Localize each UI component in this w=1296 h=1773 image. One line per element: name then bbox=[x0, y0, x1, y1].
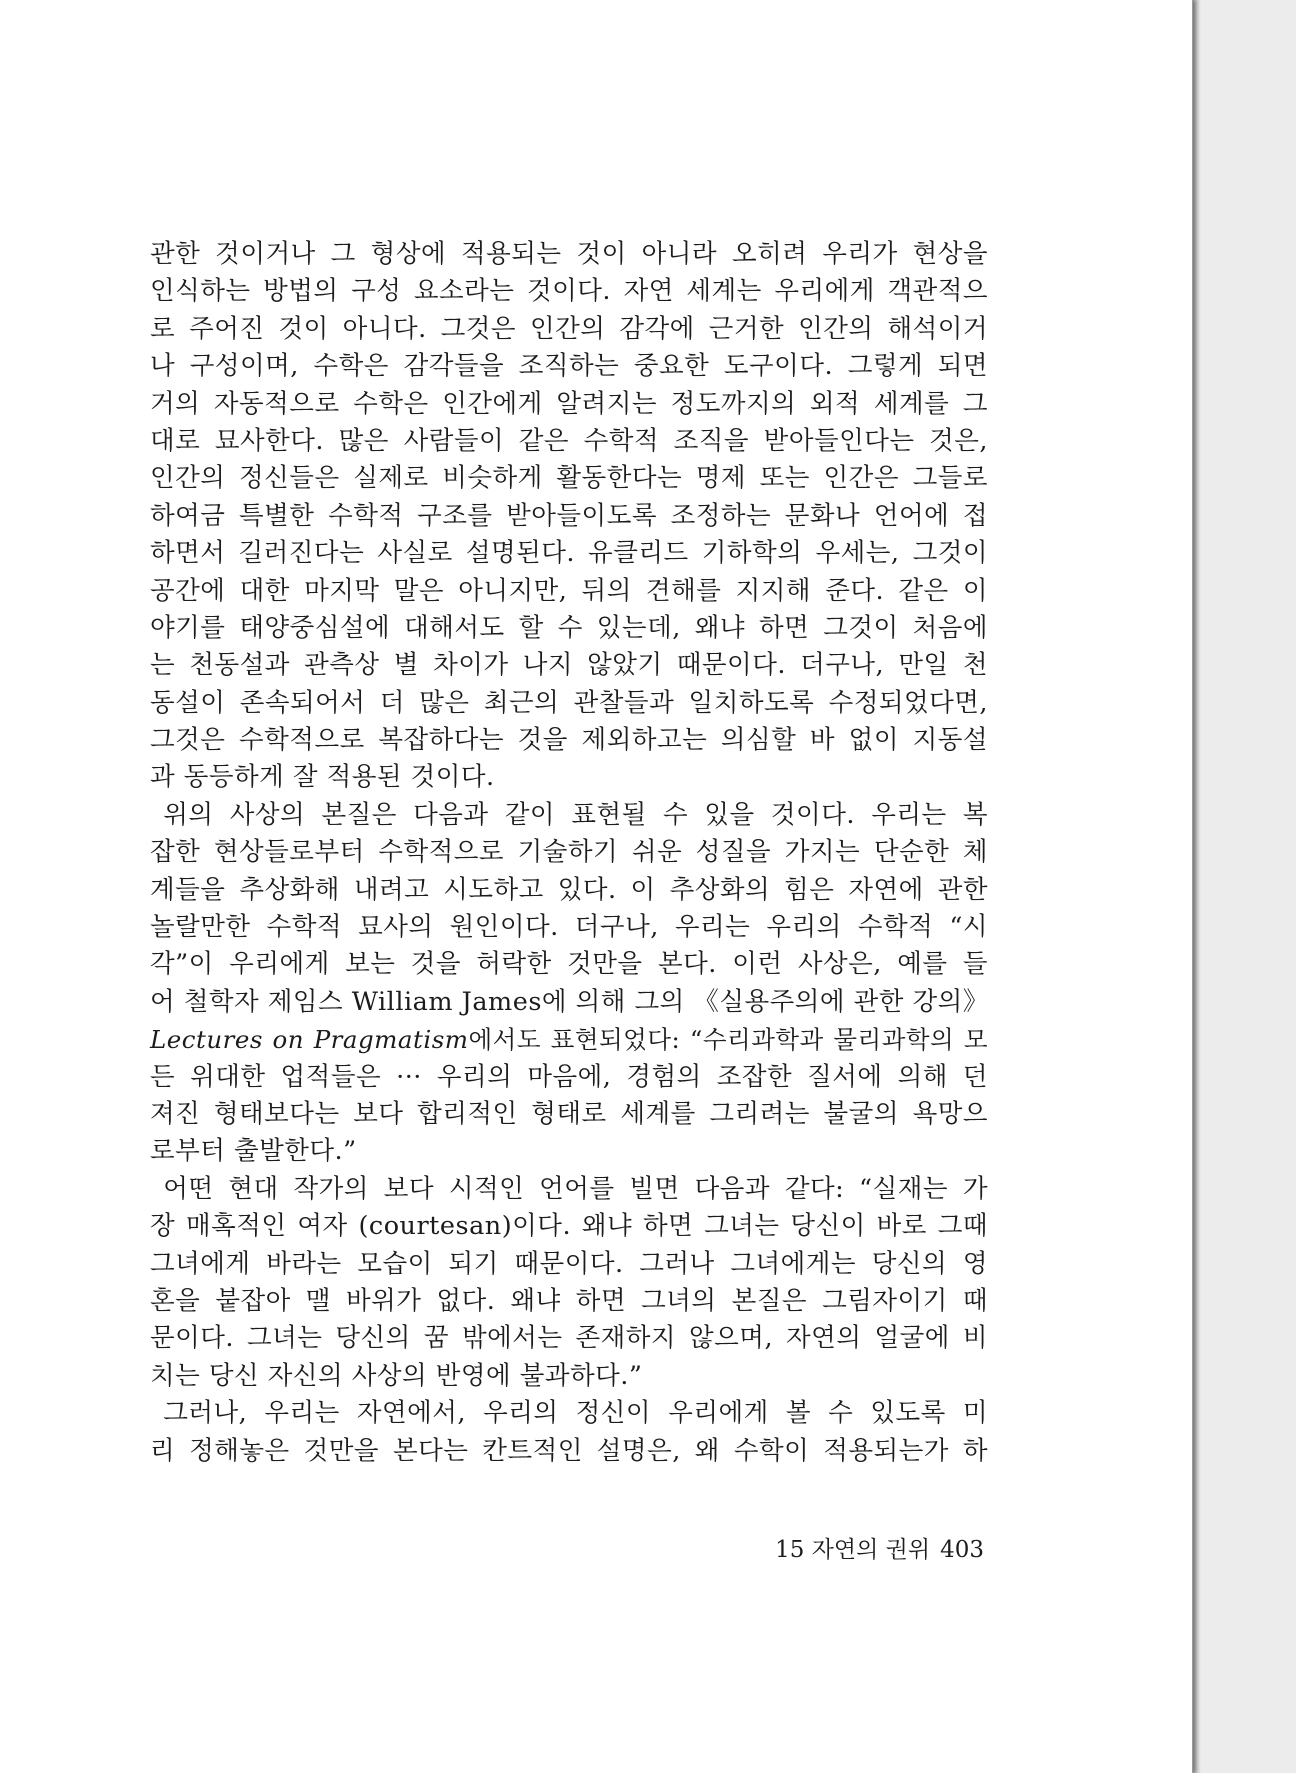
text-line: 놀랄만한 수학적 묘사의 원인이다. 더구나, 우리는 우리의 수학적 “시 bbox=[150, 912, 988, 943]
text-line: 로 주어진 것이 아니다. 그것은 인간의 감각에 근거한 인간의 해석이거 bbox=[150, 313, 988, 344]
text-line: 그것은 수학적으로 복잡하다는 것을 제외하고는 의심할 바 없이 지동설 bbox=[150, 725, 988, 756]
body-text bbox=[150, 236, 988, 1470]
text-line: 관한 것이거나 그 형상에 적용되는 것이 아니라 오히려 우리가 현상을 bbox=[150, 239, 988, 269]
text-line: 나 구성이며, 수학은 감각들을 조직하는 중요한 도구이다. 그렇게 되면 bbox=[150, 351, 988, 382]
text-line: 장 매혹적인 여자 (courtesan)이다. 왜냐 하면 그녀는 당신이 바로 그때 bbox=[150, 1211, 988, 1242]
page-edge-shadow bbox=[1193, 0, 1201, 1773]
text-line: 과 동등하게 잘 적용된 것이다. bbox=[150, 762, 495, 793]
text-line: 하면서 길러진다는 사실로 설명된다. 유클리드 기하학의 우세는, 그것이 bbox=[150, 538, 988, 569]
book-title-english: Lectures on Pragmatism bbox=[150, 1025, 469, 1055]
text-line: Lectures on Pragmatism에서도 표현되었다: “수리과학과 물리과학의 모 bbox=[150, 1025, 988, 1055]
footer-chapter-title: 15 자연의 권위 bbox=[775, 1537, 931, 1563]
text-line: 대로 묘사한다. 많은 사람들이 같은 수학적 조직을 받아들인다는 것은, bbox=[150, 425, 988, 456]
text-line: 잡한 현상들로부터 수학적으로 기술하기 쉬운 성질을 가지는 단순한 체 bbox=[150, 837, 988, 868]
text-line: 그러나, 우리는 자연에서, 우리의 정신이 우리에게 볼 수 있도록 미 bbox=[150, 1398, 988, 1429]
text-line: 어떤 현대 작가의 보다 시적인 언어를 빌면 다음과 같다: “실재는 가 bbox=[150, 1173, 988, 1204]
text-line: 인식하는 방법의 구성 요소라는 것이다. 자연 세계는 우리에게 객관적으 bbox=[150, 276, 988, 307]
text-line: 동설이 존속되어서 더 많은 최근의 관찰들과 일치하도록 수정되었다면, bbox=[150, 687, 988, 718]
text-line: 하여금 특별한 수학적 구조를 받아들이도록 조정하는 문화나 언어에 접 bbox=[150, 500, 988, 531]
text-line: 어 철학자 제임스 William James에 의해 그의 《실용주의에 관한 강의》 bbox=[150, 986, 989, 1017]
running-footer bbox=[744, 1532, 984, 1568]
text-line: 각”이 우리에게 보는 것을 허락한 것만을 본다. 이런 사상은, 예를 들 bbox=[150, 949, 988, 980]
text-line: 거의 자동적으로 수학은 인간에게 알려지는 정도까지의 외적 세계를 그 bbox=[150, 388, 988, 419]
text-line: 로부터 출발한다.” bbox=[150, 1136, 357, 1167]
text-line: 치는 당신 자신의 사상의 반영에 불과하다.” bbox=[150, 1360, 643, 1391]
text-line: 는 천동설과 관측상 별 차이가 나지 않았기 때문이다. 더구나, 만일 천 bbox=[150, 650, 988, 681]
text-line: 계들을 추상화해 내려고 시도하고 있다. 이 추상화의 힘은 자연에 관한 bbox=[150, 874, 988, 905]
text-line: 공간에 대한 마지막 말은 아니지만, 뒤의 견해를 지지해 준다. 같은 이 bbox=[150, 575, 988, 606]
text-line: 든 위대한 업적들은 ··· 우리의 마음에, 경험의 조잡한 질서에 의해 던 bbox=[150, 1061, 988, 1092]
text-line: 리 정해놓은 것만을 본다는 칸트적인 설명은, 왜 수학이 적용되는가 하 bbox=[150, 1435, 988, 1466]
text-line: 야기를 태양중심설에 대해서도 할 수 있는데, 왜냐 하면 그것이 처음에 bbox=[150, 612, 988, 643]
text-line: 져진 형태보다는 보다 합리적인 형태로 세계를 그리려는 불굴의 욕망으 bbox=[150, 1098, 988, 1129]
text-line: 문이다. 그녀는 당신의 꿈 밖에서는 존재하지 않으며, 자연의 얼굴에 비 bbox=[150, 1323, 988, 1354]
text-line: 그녀에게 바라는 모습이 되기 때문이다. 그러나 그녀에게는 당신의 영 bbox=[150, 1248, 988, 1279]
text-line: 혼을 붙잡아 맬 바위가 없다. 왜냐 하면 그녀의 본질은 그림자이기 때 bbox=[150, 1285, 988, 1316]
text-line: 인간의 정신들은 실제로 비슷하게 활동한다는 명제 또는 인간은 그들로 bbox=[150, 463, 988, 494]
text-line: 위의 사상의 본질은 다음과 같이 표현될 수 있을 것이다. 우리는 복 bbox=[150, 799, 988, 830]
page-number: 403 bbox=[940, 1537, 984, 1563]
